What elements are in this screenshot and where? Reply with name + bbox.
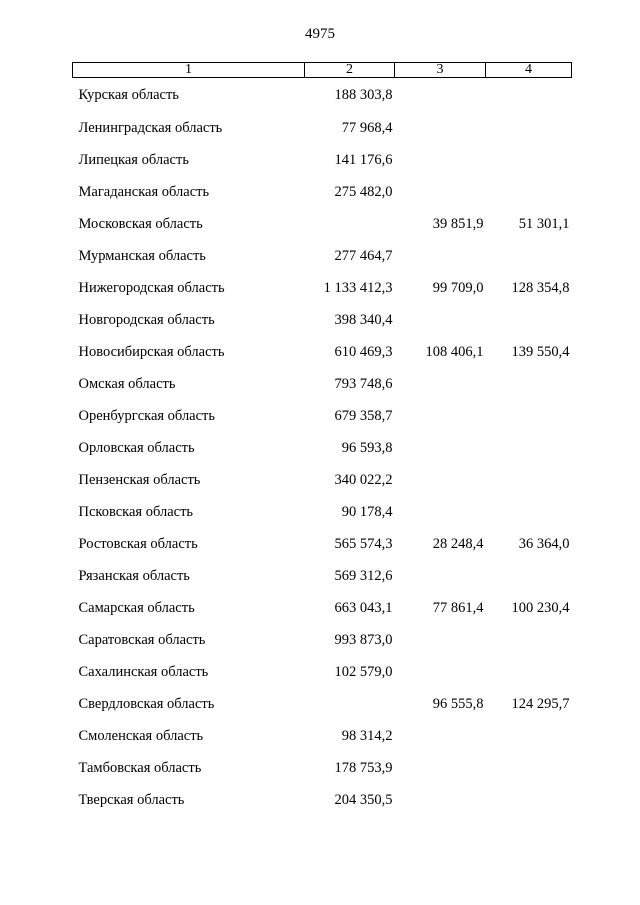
column-2-value-cell	[305, 208, 395, 240]
column-3-value-cell	[395, 78, 486, 113]
column-2-value-cell: 793 748,6	[334, 376, 393, 392]
column-3-value-cell	[395, 240, 486, 272]
column-2-value-cell: 993 873,0	[334, 632, 393, 648]
column-3-value-cell	[395, 784, 486, 816]
region-name-cell: Магаданская область	[78, 184, 210, 200]
region-name-cell: Новгородская область	[78, 312, 215, 328]
column-2-value-cell: 96 593,8	[341, 440, 393, 456]
column-2-value-cell: 340 022,2	[334, 472, 393, 488]
page-number: 4975	[305, 26, 335, 42]
region-name-cell: Московская область	[78, 216, 203, 232]
region-name-cell: Нижегородская область	[78, 280, 225, 296]
column-4-value-cell: 36 364,0	[518, 536, 570, 552]
region-name-cell: Пензенская область	[78, 472, 201, 488]
table-row	[73, 432, 572, 464]
column-header-4: 4	[486, 63, 572, 78]
column-4-value-cell	[486, 240, 572, 272]
column-4-value-cell	[486, 112, 572, 144]
column-3-value-cell	[395, 464, 486, 496]
table-row	[73, 304, 572, 336]
region-name-cell: Самарская область	[78, 600, 195, 616]
column-3-value-cell: 28 248,4	[432, 536, 484, 552]
column-4-value-cell	[486, 78, 572, 113]
table-row	[73, 112, 572, 144]
column-header-2: 2	[305, 63, 395, 78]
column-4-value-cell: 51 301,1	[518, 216, 570, 232]
column-4-value-cell	[486, 464, 572, 496]
region-name-cell: Ленинградская область	[78, 120, 223, 136]
region-name-cell: Тамбовская область	[78, 760, 202, 776]
column-3-value-cell	[395, 720, 486, 752]
region-name-cell: Тверская область	[78, 792, 185, 808]
table-row	[73, 528, 572, 560]
column-header-3: 3	[395, 63, 486, 78]
column-2-value-cell: 275 482,0	[334, 184, 393, 200]
region-name-cell: Мурманская область	[78, 248, 206, 264]
column-2-value-cell: 141 176,6	[334, 152, 393, 168]
column-4-value-cell: 100 230,4	[511, 600, 570, 616]
column-4-value-cell	[486, 720, 572, 752]
column-3-value-cell: 39 851,9	[432, 216, 484, 232]
region-name-cell: Саратовская область	[78, 632, 206, 648]
region-name-cell: Оренбургская область	[78, 408, 216, 424]
column-4-value-cell	[486, 560, 572, 592]
table-row	[73, 368, 572, 400]
column-3-value-cell	[395, 144, 486, 176]
table-row	[73, 784, 572, 816]
column-4-value-cell	[486, 656, 572, 688]
region-name-cell: Рязанская область	[78, 568, 190, 584]
table-row	[73, 78, 572, 113]
column-3-value-cell	[395, 656, 486, 688]
table-row	[73, 240, 572, 272]
column-2-value-cell: 663 043,1	[334, 600, 393, 616]
column-2-value-cell: 569 312,6	[334, 568, 393, 584]
column-2-value-cell: 277 464,7	[334, 248, 393, 264]
column-2-value-cell: 398 340,4	[334, 312, 393, 328]
column-3-value-cell	[395, 496, 486, 528]
column-4-value-cell	[486, 400, 572, 432]
column-2-value-cell: 204 350,5	[334, 792, 393, 808]
table-row	[73, 208, 572, 240]
table-row	[73, 144, 572, 176]
table-row	[73, 176, 572, 208]
table-row	[73, 656, 572, 688]
region-name-cell: Сахалинская область	[78, 664, 209, 680]
table-row	[73, 592, 572, 624]
column-3-value-cell: 96 555,8	[432, 696, 484, 712]
column-2-value-cell: 98 314,2	[341, 728, 393, 744]
table-header	[73, 63, 572, 78]
column-3-value-cell: 108 406,1	[425, 344, 484, 360]
region-name-cell: Смоленская область	[78, 728, 204, 744]
column-4-value-cell	[486, 624, 572, 656]
column-4-value-cell	[486, 304, 572, 336]
region-name-cell: Омская область	[78, 376, 176, 392]
column-4-value-cell	[486, 368, 572, 400]
column-2-value-cell: 102 579,0	[334, 664, 393, 680]
table-row	[73, 400, 572, 432]
column-3-value-cell	[395, 624, 486, 656]
column-3-value-cell	[395, 560, 486, 592]
column-4-value-cell: 139 550,4	[511, 344, 570, 360]
column-4-value-cell	[486, 144, 572, 176]
column-2-value-cell: 90 178,4	[341, 504, 393, 520]
table-row	[73, 272, 572, 304]
column-3-value-cell	[395, 752, 486, 784]
column-2-value-cell: 77 968,4	[341, 120, 393, 136]
column-2-value-cell	[305, 688, 395, 720]
table-row	[73, 464, 572, 496]
column-4-value-cell: 124 295,7	[511, 696, 570, 712]
column-3-value-cell	[395, 112, 486, 144]
region-name-cell: Свердловская область	[78, 696, 215, 712]
column-4-value-cell	[486, 496, 572, 528]
column-2-value-cell: 565 574,3	[334, 536, 393, 552]
table-row	[73, 336, 572, 368]
column-3-value-cell	[395, 176, 486, 208]
column-3-value-cell	[395, 432, 486, 464]
table-row	[73, 688, 572, 720]
header-row	[73, 63, 572, 78]
table-row	[73, 720, 572, 752]
column-3-value-cell	[395, 304, 486, 336]
column-4-value-cell: 128 354,8	[511, 280, 570, 296]
region-name-cell: Орловская область	[78, 440, 195, 456]
region-name-cell: Ростовская область	[78, 536, 198, 552]
region-name-cell: Псковская область	[78, 504, 194, 520]
column-3-value-cell: 99 709,0	[432, 280, 484, 296]
column-3-value-cell	[395, 400, 486, 432]
column-4-value-cell	[486, 176, 572, 208]
column-2-value-cell: 178 753,9	[334, 760, 393, 776]
column-2-value-cell: 188 303,8	[334, 87, 393, 103]
table-row	[73, 560, 572, 592]
region-name-cell: Курская область	[78, 87, 179, 103]
column-3-value-cell: 77 861,4	[432, 600, 484, 616]
table-row	[73, 496, 572, 528]
column-4-value-cell	[486, 752, 572, 784]
column-3-value-cell	[395, 368, 486, 400]
table-row	[73, 624, 572, 656]
region-name-cell: Липецкая область	[78, 152, 189, 168]
column-4-value-cell	[486, 784, 572, 816]
table-row	[73, 752, 572, 784]
column-2-value-cell: 1 133 412,3	[323, 280, 393, 296]
column-4-value-cell	[486, 432, 572, 464]
data-table	[72, 62, 572, 816]
region-name-cell: Новосибирская область	[78, 344, 225, 360]
column-2-value-cell: 610 469,3	[334, 344, 393, 360]
table-body	[73, 78, 572, 817]
column-header-1: 1	[73, 63, 305, 78]
column-2-value-cell: 679 358,7	[334, 408, 393, 424]
